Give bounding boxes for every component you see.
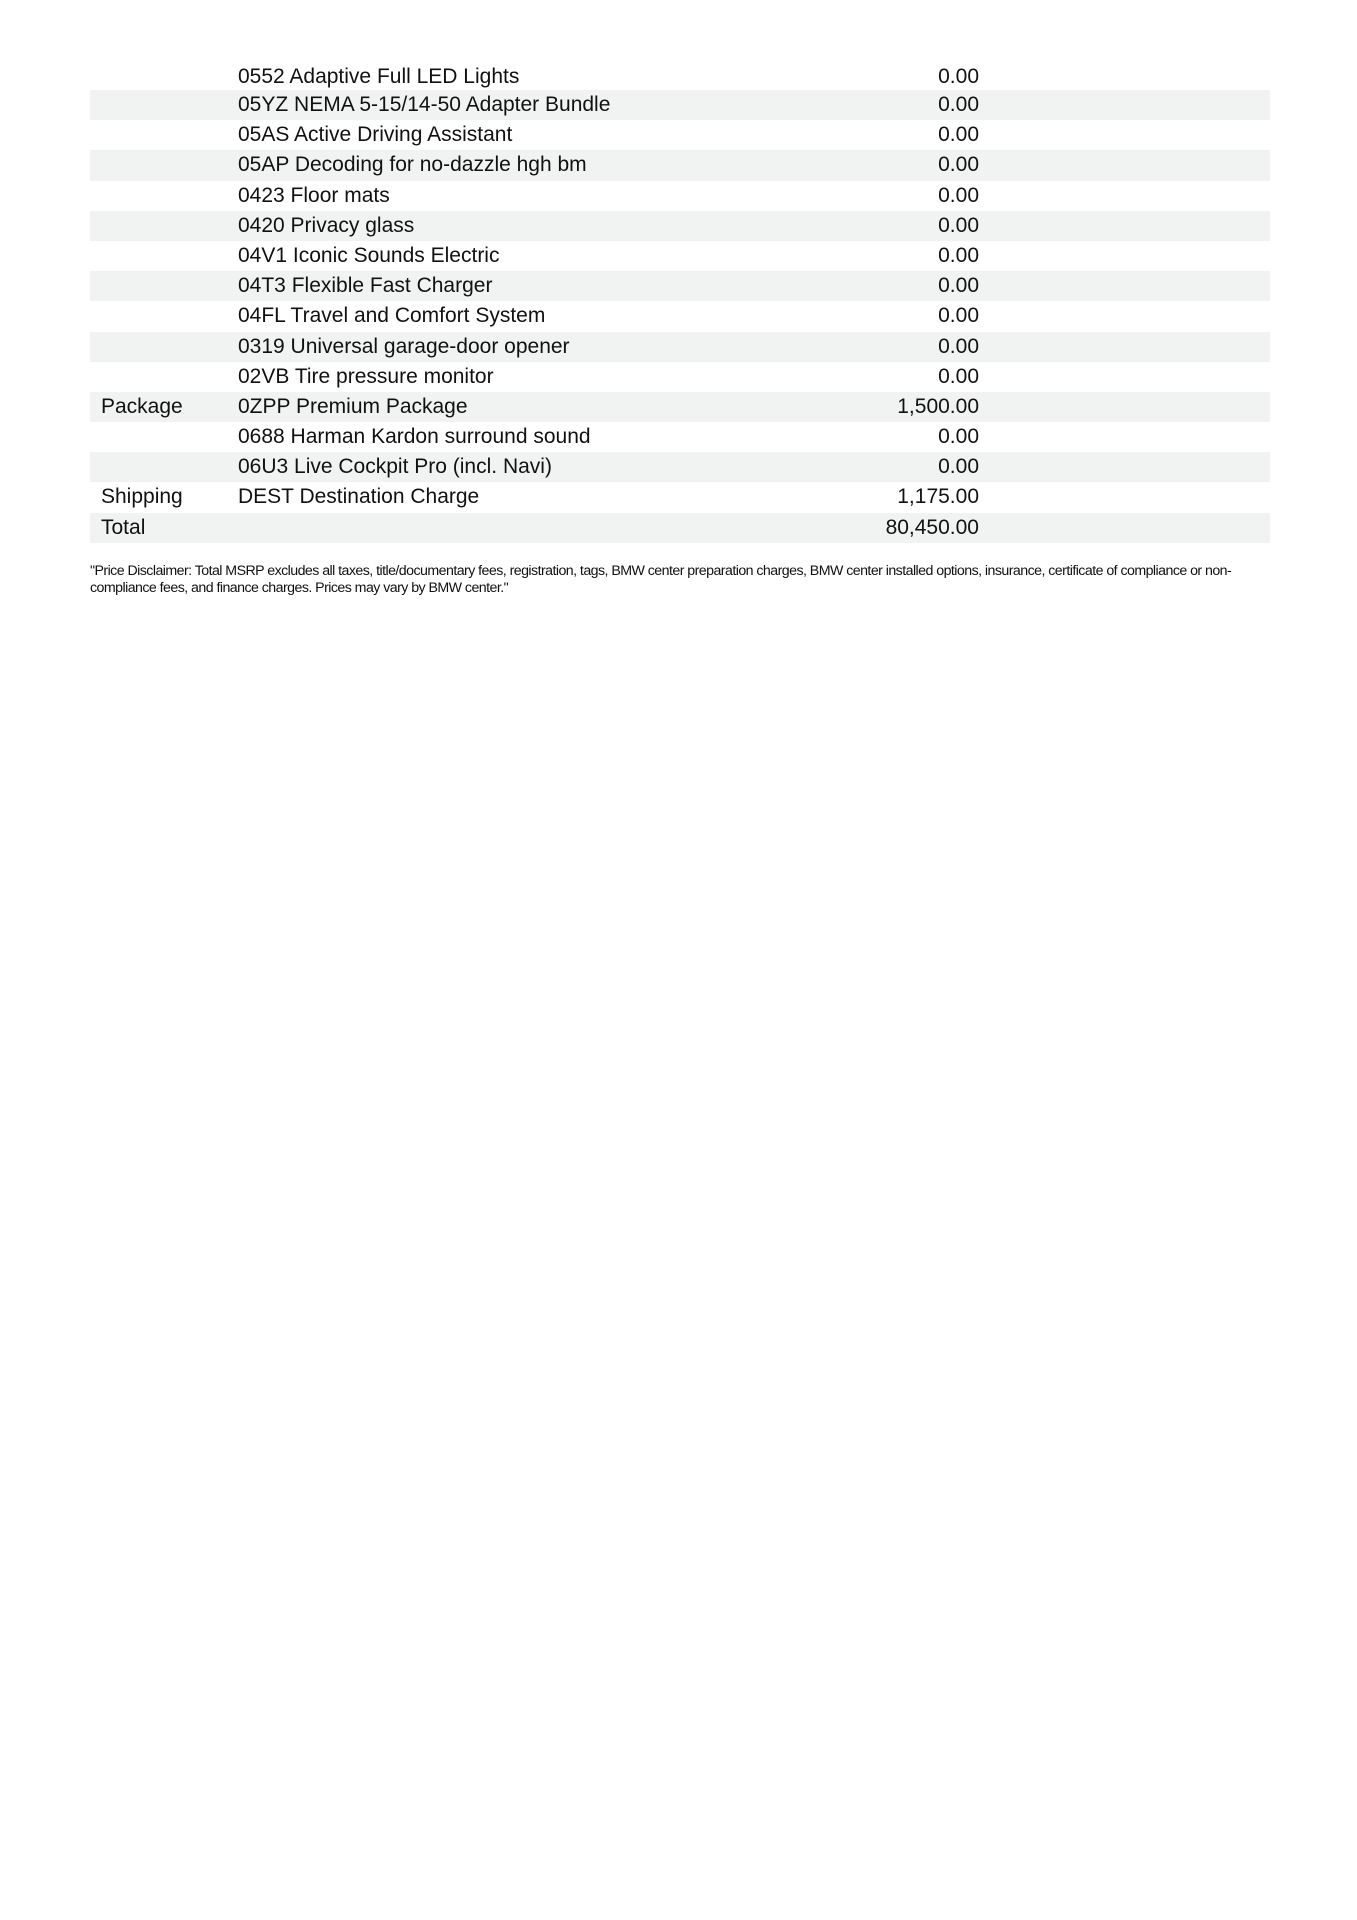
table-row — [90, 392, 1270, 422]
table-row — [90, 90, 1270, 120]
row-price: 0.00 — [938, 425, 979, 449]
row-price: 0.00 — [938, 304, 979, 328]
row-category: Total — [101, 515, 146, 539]
row-price: 0.00 — [938, 65, 979, 88]
table-row — [90, 482, 1270, 512]
row-category: Package — [101, 394, 183, 418]
table-row — [90, 271, 1270, 301]
price-table — [90, 64, 1270, 543]
table-row — [90, 452, 1270, 482]
row-description: 0420 Privacy glass — [238, 213, 415, 237]
total-row — [90, 513, 1270, 543]
row-price: 0.00 — [938, 93, 979, 116]
row-price: 0.00 — [938, 455, 979, 479]
row-price: 1,500.00 — [897, 394, 979, 418]
row-price: 0.00 — [938, 274, 979, 298]
row-description: 05AS Active Driving Assistant — [238, 123, 513, 147]
row-price: 0.00 — [938, 123, 979, 147]
row-description: DEST Destination Charge — [238, 485, 480, 509]
row-description: 05YZ NEMA 5-15/14-50 Adapter Bundle — [238, 93, 611, 116]
row-category: Shipping — [101, 485, 183, 509]
row-description: 0319 Universal garage-door opener — [238, 334, 570, 358]
table-row — [90, 332, 1270, 362]
row-description: 02VB Tire pressure monitor — [238, 364, 494, 388]
row-price: 0.00 — [938, 364, 979, 388]
row-description: 04T3 Flexible Fast Charger — [238, 274, 493, 298]
table-row — [90, 241, 1270, 271]
row-description: 06U3 Live Cockpit Pro (incl. Navi) — [238, 455, 552, 479]
price-disclaimer: "Price Disclaimer: Total MSRP excludes all taxes, title/documentary fees, registration, tags, BMW center preparation charges, BMW center installed options, insurance, certificate of compliance or non-compliance fees, and finance charges. Prices may vary by BMW center." — [90, 563, 1232, 596]
table-row — [90, 150, 1270, 180]
row-description: 05AP Decoding for no-dazzle hgh bm — [238, 153, 587, 177]
row-price: 0.00 — [938, 334, 979, 358]
row-description: 0423 Floor mats — [238, 183, 390, 207]
row-description: 0552 Adaptive Full LED Lights — [238, 65, 520, 88]
total-price: 80,450.00 — [885, 515, 979, 539]
row-price: 0.00 — [938, 243, 979, 267]
row-description: 04FL Travel and Comfort System — [238, 304, 546, 328]
row-description: 0688 Harman Kardon surround sound — [238, 425, 591, 449]
row-description: 0ZPP Premium Package — [238, 394, 468, 418]
table-row — [90, 120, 1270, 150]
table-row — [90, 181, 1270, 211]
row-price: 0.00 — [938, 153, 979, 177]
row-description: 04V1 Iconic Sounds Electric — [238, 243, 500, 267]
row-price: 0.00 — [938, 213, 979, 237]
table-row — [90, 211, 1270, 241]
table-row — [90, 301, 1270, 331]
row-price: 0.00 — [938, 183, 979, 207]
table-row — [90, 422, 1270, 452]
table-row — [90, 64, 1270, 90]
table-row — [90, 362, 1270, 392]
row-price: 1,175.00 — [897, 485, 979, 509]
